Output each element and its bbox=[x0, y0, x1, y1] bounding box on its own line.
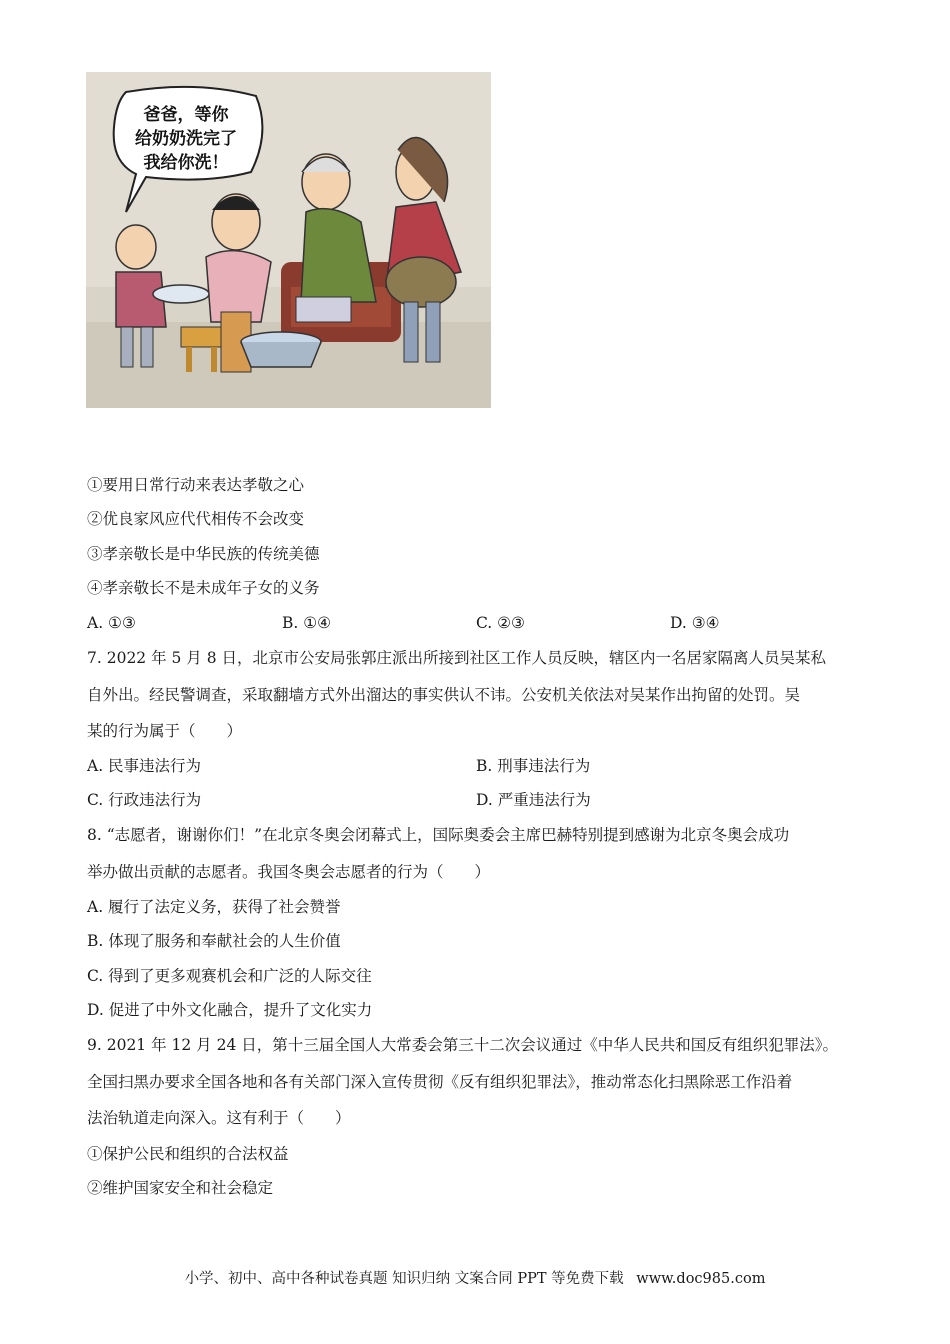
q7-text-line-3: 某的行为属于（ ） bbox=[87, 722, 243, 740]
q7-option-d: D. 严重违法行为 bbox=[476, 791, 591, 809]
q6-option-a: A. ①③ bbox=[87, 614, 136, 632]
q7-option-b: B. 刑事违法行为 bbox=[476, 757, 591, 775]
q6-statement-2: ②优良家风应代代相传不会改变 bbox=[87, 510, 305, 528]
speech-bubble-line-3: 我给你洗！ bbox=[143, 153, 229, 173]
family-cartoon-illustration bbox=[86, 72, 491, 408]
speech-bubble-line-1: 爸爸，等你 bbox=[143, 105, 229, 125]
q8-option-a: A. 履行了法定义务，获得了社会赞誉 bbox=[87, 898, 341, 916]
q9-statement-1: ①保护公民和组织的合法权益 bbox=[87, 1145, 289, 1163]
q6-option-b: B. ①④ bbox=[282, 614, 332, 632]
q6-option-c: C. ②③ bbox=[476, 614, 525, 632]
q8-text-line-2: 举办做出贡献的志愿者。我国冬奥会志愿者的行为（ ） bbox=[87, 863, 491, 881]
page-footer bbox=[0, 1270, 950, 1288]
q9-statement-2: ②维护国家安全和社会稳定 bbox=[87, 1179, 274, 1197]
q8-option-c: C. 得到了更多观赛机会和广泛的人际交往 bbox=[87, 967, 372, 985]
q7-option-c: C. 行政违法行为 bbox=[87, 791, 202, 809]
q6-statement-3: ③孝亲敬长是中华民族的传统美德 bbox=[87, 545, 320, 563]
q8-text-line-1: 8. “志愿者，谢谢你们！”在北京冬奥会闭幕式上，国际奥委会主席巴赫特别提到感谢为北京冬奥会成功 bbox=[87, 826, 790, 844]
q8-option-b: B. 体现了服务和奉献社会的人生价值 bbox=[87, 932, 341, 950]
q6-statement-4: ④孝亲敬长不是未成年子女的义务 bbox=[87, 579, 320, 597]
footer-text: 小学、初中、高中各种试卷真题 知识归纳 文案合同 PPT 等免费下载 bbox=[184, 1271, 624, 1287]
q9-text-line-3: 法治轨道走向深入。这有利于（ ） bbox=[87, 1109, 351, 1127]
q9-text-line-2: 全国扫黑办要求全国各地和各有关部门深入宣传贯彻《反有组织犯罪法》，推动常态化扫黑除恶工作沿着 bbox=[87, 1073, 793, 1091]
q6-option-d: D. ③④ bbox=[670, 614, 720, 632]
q7-text-line-1: 7. 2022 年 5 月 8 日，北京市公安局张郭庄派出所接到社区工作人员反映，辖区内一名居家隔离人员吴某私 bbox=[87, 649, 827, 667]
q8-option-d: D. 促进了中外文化融合，提升了文化实力 bbox=[87, 1001, 373, 1019]
q6-statement-1: ①要用日常行动来表达孝敬之心 bbox=[87, 476, 305, 494]
q7-option-a: A. 民事违法行为 bbox=[87, 757, 202, 775]
speech-bubble-line-2: 给奶奶洗完了 bbox=[135, 129, 237, 149]
q7-text-line-2: 自外出。经民警调查，采取翻墙方式外出溜达的事实供认不讳。公安机关依法对吴某作出拘留的处罚。吴 bbox=[87, 686, 801, 704]
footer-url: www.doc985.com bbox=[636, 1271, 766, 1287]
q9-text-line-1: 9. 2021 年 12 月 24 日，第十三届全国人大常委会第三十二次会议通过《中华人民共和国反有组织犯罪法》。 bbox=[87, 1036, 838, 1054]
